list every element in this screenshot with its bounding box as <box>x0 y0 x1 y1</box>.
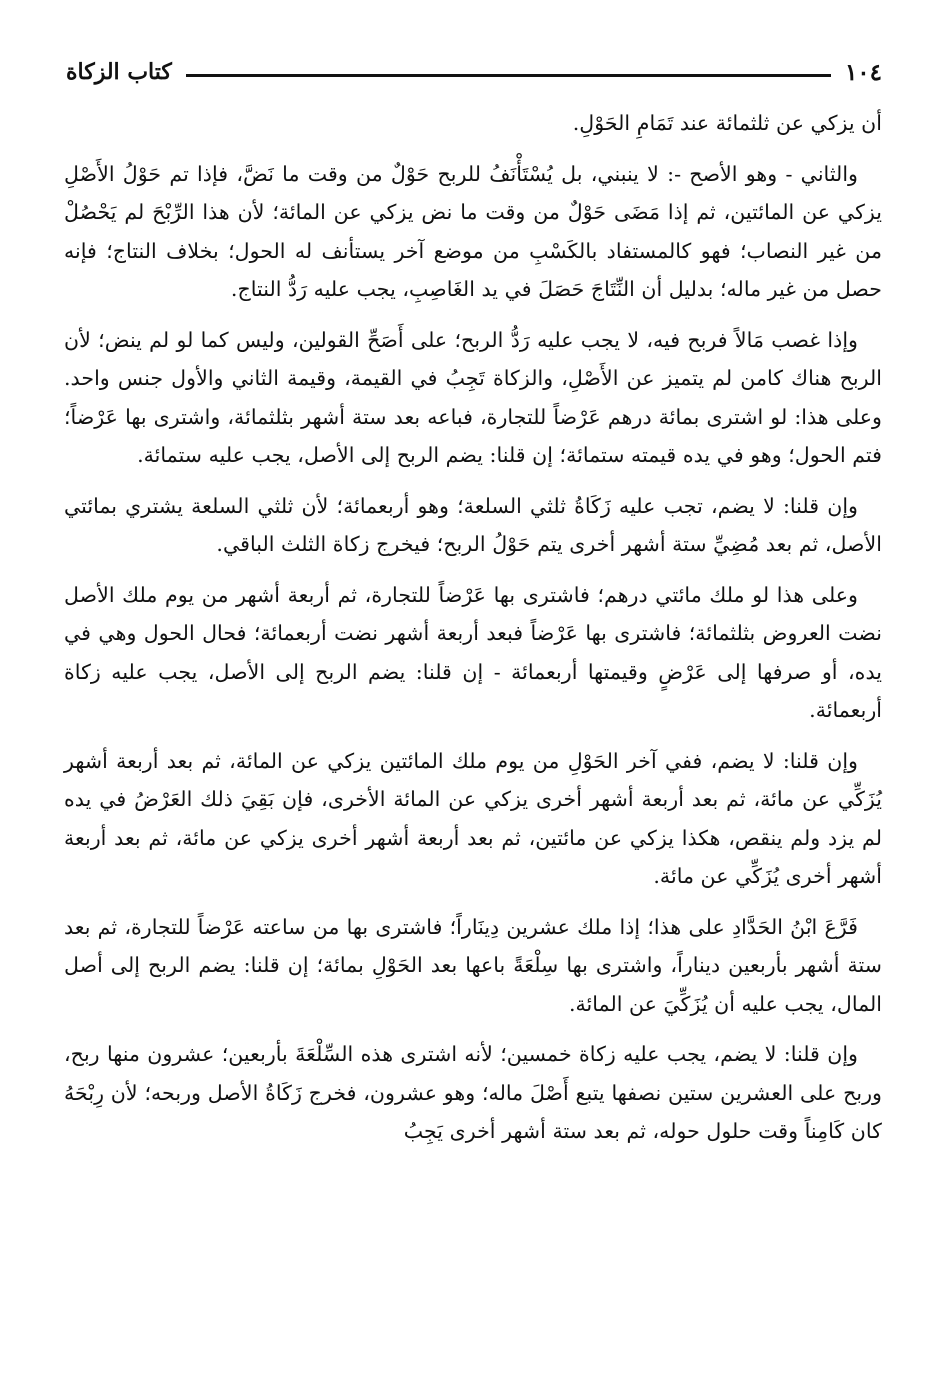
paragraph-1: أن يزكي عن ثلثمائة عند تَمَامِ الحَوْلِ. <box>572 111 882 135</box>
paragraph-2: والثاني - وهو الأصح -: لا ينبني، بل يُسْتَأْنَفُ للربح حَوْلٌ من وقت ما نَضَّ، فإذا تم حَوْلُ الأَصْلِ يزكي عن المائتين، ثم إذا مَضَى حَوْلٌ من وقت ما نض يزكي عن المائة؛ لأن هذا الرِّبْحَ لم يَحْصُلْ من غير النصاب؛ فهو كالمستفاد بالكَسْبِ من موضع آخر يستأنف له الحول؛ بخلاف النتاج؛ فإنه حصل من غير ماله؛ بدليل أن النِّتَاجَ حَصَلَ في يد الغَاصِبِ، يجب عليه رَدُّ النتاج. <box>64 161 882 301</box>
paragraph-6: وإن قلنا: لا يضم، ففي آخر الحَوْلِ من يوم ملك المائتين يزكي عن المائة، ثم بعد أربعة أشهر يُزَكِّي عن مائة، ثم بعد أربعة أشهر أخرى يزكي عن المائة الأخرى، فإن بَقِيَ ذلك العَرْضُ في يده لم يزد ولم ينقص، هكذا يزكي عن مائتين، ثم بعد أربعة أشهر أخرى يزكي عن مائة، ثم بعد أربعة أشهر أخرى يُزَكِّي عن مائة. <box>64 748 882 888</box>
header-rule <box>186 74 831 77</box>
running-header <box>66 52 882 92</box>
paragraph-3: وإذا غصب مَالاً فربح فيه، لا يجب عليه رَدُّ الربح؛ على أَصَحِّ القولين، وليس كما لو لم ينض؛ لأن الربح هناك كامن لم يتميز عن الأَصْلِ، والزكاة تَجِبُ في القيمة، وقيمة الثاني والأول جنس واحد. وعلى هذا: لو اشترى بمائة درهم عَرْضاً للتجارة، فباعه بعد ستة أشهر بثلثمائة، واشترى بها عَرْضاً؛ فتم الحول؛ وهو في يده قيمته ستمائة؛ إن قلنا: يضم الربح إلى الأصل، يجب عليه ستمائة. <box>64 327 882 467</box>
paragraph-7: فَرَّعَ ابْنُ الحَدَّادِ على هذا؛ إذا ملك عشرين دِينَاراً؛ فاشترى بها من ساعته عَرْضاً للتجارة، ثم بعد ستة أشهر بأربعين ديناراً، واشترى بها سِلْعَةً باعها بعد الحَوْلِ بمائة؛ إن قلنا: يضم الربح إلى أصل المال، يجب عليه أن يُزَكِّيَ عن المائة. <box>64 914 882 1016</box>
body-text <box>64 104 882 1163</box>
paragraph-5: وعلى هذا لو ملك مائتي درهم؛ فاشترى بها عَرْضاً للتجارة، ثم أربعة أشهر من يوم ملك الأصل نضت العروض بثلثمائة؛ فاشترى بها عَرْضاً فبعد أربعة أشهر نضت أربعمائة؛ فحال الحول وهي في يده، أو صرفها إلى عَرْضٍ وقيمتها أربعمائة - إن قلنا: يضم الربح إلى الأصل، يجب عليه زكاة أربعمائة. <box>64 582 882 722</box>
book-title: كتاب الزكاة <box>66 59 172 85</box>
paragraph-8: وإن قلنا: لا يضم، يجب عليه زكاة خمسين؛ لأنه اشترى هذه السِّلْعَةَ بأربعين؛ عشرون منها ربح، وربح على العشرين ستين نصفها يتبع أَصْلَ ماله؛ وهو عشرون، فخرج زَكَاةُ الأصل وربحه؛ لأن رِبْحَهُ كان كَامِناً وقت حلول حوله، ثم بعد ستة أشهر أخرى يَجِبُ <box>64 1042 882 1143</box>
page-number: ١٠٤ <box>844 58 882 86</box>
paragraph-4: وإن قلنا: لا يضم، تجب عليه زَكَاةُ ثلثي السلعة؛ وهو أربعمائة؛ لأن ثلثي السلعة يشتري بمائتي الأصل، ثم بعد مُضِيِّ ستة أشهر أخرى يتم حَوْلُ الربح؛ فيخرج زكاة الثلث الباقي. <box>64 493 882 556</box>
